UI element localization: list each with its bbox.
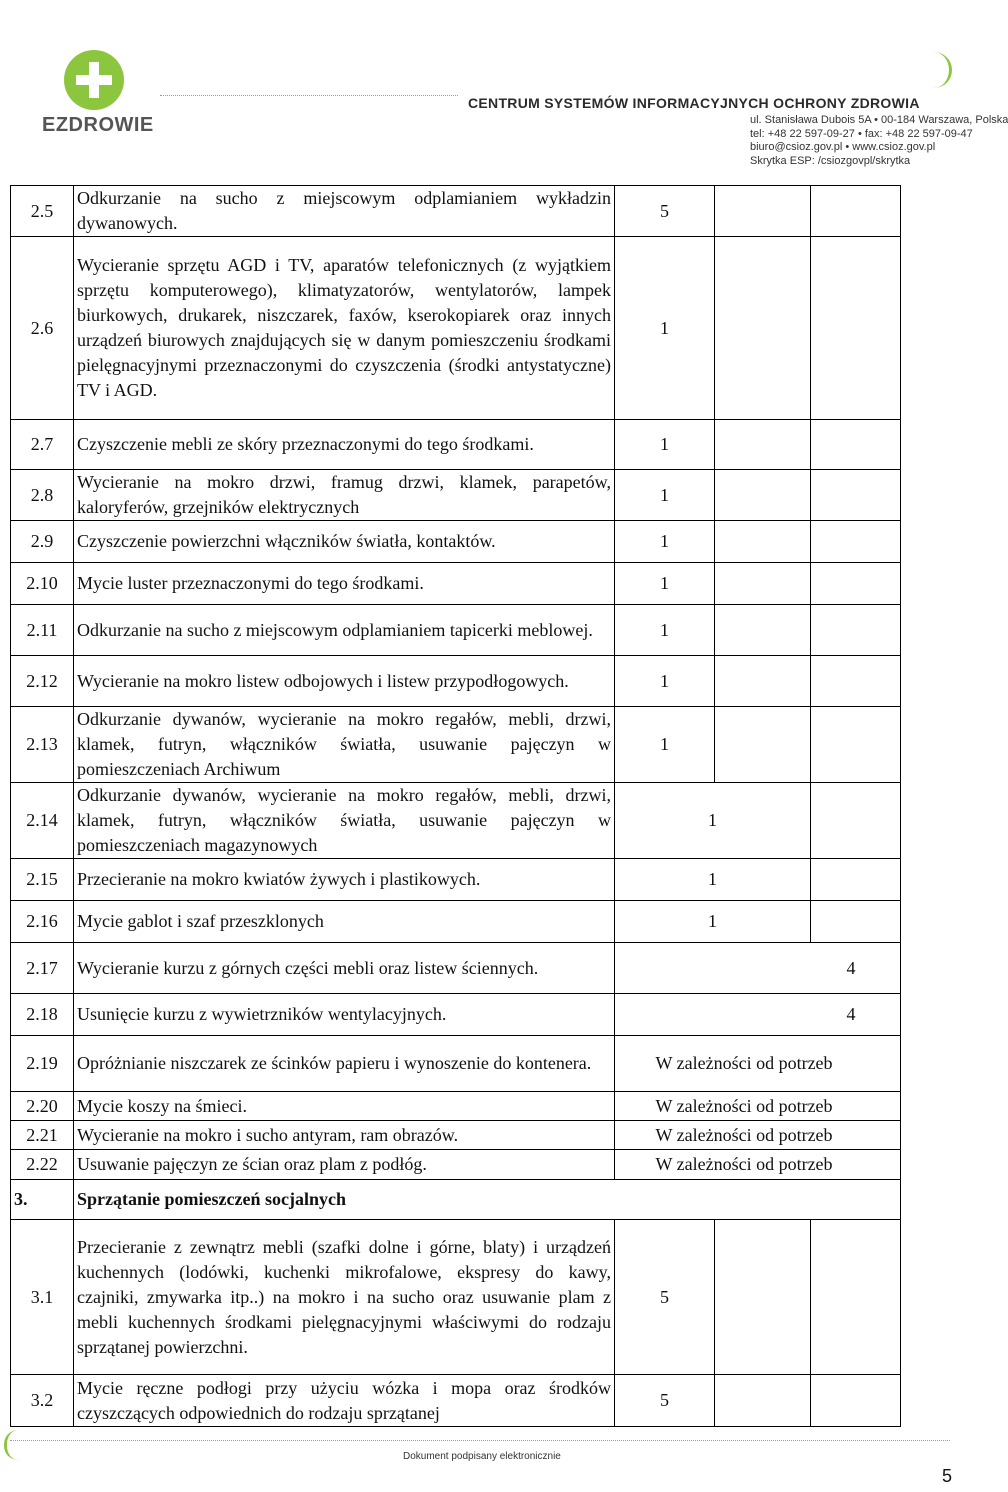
- row-number: 2.9: [11, 521, 74, 563]
- row-number: 2.22: [11, 1150, 74, 1180]
- address-line: tel: +48 22 597-09-27 • fax: +48 22 597-09-47: [750, 127, 973, 140]
- row-description: Odkurzanie na sucho z miejscowym odplamianiem tapicerki meblowej.: [74, 605, 615, 656]
- table-row: [11, 859, 901, 901]
- row-description: Wycieranie na mokro i sucho antyram, ram obrazów.: [74, 1121, 615, 1150]
- page-number: 5: [941, 1466, 952, 1486]
- empty-cell: [811, 1375, 901, 1427]
- row-number: 2.19: [11, 1036, 74, 1092]
- section-title: Sprzątanie pomieszczeń socjalnych: [74, 1180, 901, 1220]
- table-row: [11, 783, 901, 859]
- footer-divider: [10, 1440, 950, 1441]
- table-row: [11, 1150, 901, 1180]
- row-number: 2.18: [11, 994, 74, 1036]
- table-row: [11, 237, 901, 420]
- empty-cell: [715, 707, 811, 783]
- empty-cell: [811, 1220, 901, 1375]
- table-row: [11, 1375, 901, 1427]
- row-description: Usuwanie pajęczyn ze ścian oraz plam z podłóg.: [74, 1150, 615, 1180]
- row-description: Mycie luster przeznaczonymi do tego środkami.: [74, 563, 615, 605]
- table-row: [11, 420, 901, 470]
- footer-arc-decoration: [4, 1430, 21, 1460]
- empty-cell: [715, 1375, 811, 1427]
- row-description: Odkurzanie dywanów, wycieranie na mokro regałów, mebli, drzwi, klamek, futryn, włączników światła, usuwanie pajęczyn w pomieszczeniach magazynowych: [74, 783, 615, 859]
- address-line: ul. Stanisława Dubois 5A • 00-184 Warszawa, Polska: [750, 114, 1008, 126]
- address-line: Skrytka ESP: /csiozgovpl/skrytka: [750, 154, 911, 167]
- row-number: 3.1: [11, 1220, 74, 1375]
- empty-cell: [811, 563, 901, 605]
- table-row: [11, 1220, 901, 1375]
- logo-text: EZDROWIE: [42, 114, 154, 136]
- table-row: [11, 563, 901, 605]
- row-description: Wycieranie sprzętu AGD i TV, aparatów telefonicznych (z wyjątkiem sprzętu komputerowego), klimatyzatorów, wentylatorów, lampek biurkowych, drukarek, niszczarek, faxów, kserokopiarek oraz innych urządzeń biurowych znajdujących się w danym pomieszczeniu środkami pielęgnacyjnymi przeznaczonymi do czyszczenia (środki antystatyczne) TV i AGD.: [74, 237, 615, 420]
- row-number: 2.11: [11, 605, 74, 656]
- row-description: Czyszczenie powierzchni włączników światła, kontaktów.: [74, 521, 615, 563]
- row-frequency: 1: [615, 420, 715, 470]
- table-row: [11, 1092, 901, 1121]
- empty-cell: [811, 901, 901, 943]
- empty-cell: [715, 237, 811, 420]
- row-frequency: 1: [615, 783, 811, 859]
- row-frequency: 1: [615, 707, 715, 783]
- row-frequency: W zależności od potrzeb: [615, 1036, 901, 1092]
- row-frequency: 5: [615, 1220, 715, 1375]
- row-number: 2.5: [11, 186, 74, 237]
- empty-cell: [715, 563, 811, 605]
- address-line: biuro@csioz.gov.pl • www.csioz.gov.pl: [750, 141, 936, 153]
- row-frequency: 1: [615, 859, 811, 901]
- logo-cross-bar: [76, 75, 112, 85]
- empty-cell: [811, 859, 901, 901]
- row-frequency: 1: [615, 237, 715, 420]
- empty-cell: [811, 237, 901, 420]
- row-number: 2.14: [11, 783, 74, 859]
- table-row: [11, 1121, 901, 1150]
- row-description: Wycieranie na mokro drzwi, framug drzwi, klamek, parapetów, kaloryferów, grzejników elektrycznych: [74, 470, 615, 521]
- organization-address: [750, 114, 1008, 168]
- row-frequency: W zależności od potrzeb: [615, 1121, 901, 1150]
- row-description: Przecieranie z zewnątrz mebli (szafki dolne i górne, blaty) i urządzeń kuchennych (lodówki, kuchenki mikrofalowe, ekspresy do kawy, czajniki, zmywarka itp..) na mokro i na sucho oraz usuwanie plam z mebli kuchennych środkami pielęgnacyjnymi właściwymi do rodzaju sprzątanej powierzchni.: [74, 1220, 615, 1375]
- table-row: [11, 186, 901, 237]
- row-frequency: 4: [615, 994, 901, 1036]
- row-description: Odkurzanie dywanów, wycieranie na mokro regałów, mebli, drzwi, klamek, futryn, włączników światła, usuwanie pajęczyn w pomieszczeniach Archiwum: [74, 707, 615, 783]
- row-description: Mycie gablot i szaf przeszklonych: [74, 901, 615, 943]
- table-row: [11, 901, 901, 943]
- empty-cell: [811, 783, 901, 859]
- table-row: [11, 707, 901, 783]
- row-frequency: 1: [615, 605, 715, 656]
- empty-cell: [811, 707, 901, 783]
- table-row: [11, 521, 901, 563]
- row-number: 2.16: [11, 901, 74, 943]
- empty-cell: [811, 186, 901, 237]
- row-frequency: W zależności od potrzeb: [615, 1150, 901, 1180]
- empty-cell: [715, 521, 811, 563]
- empty-cell: [811, 605, 901, 656]
- row-number: 2.10: [11, 563, 74, 605]
- row-number: 2.17: [11, 943, 74, 994]
- empty-cell: [715, 1220, 811, 1375]
- empty-cell: [811, 521, 901, 563]
- table-row: [11, 943, 901, 994]
- table-row: [11, 470, 901, 521]
- empty-cell: [715, 470, 811, 521]
- organization-name: CENTRUM SYSTEMÓW INFORMACYJNYCH OCHRONY ZDROWIA: [468, 95, 920, 111]
- table-row: [11, 656, 901, 707]
- row-description: Mycie ręczne podłogi przy użyciu wózka i mopa oraz środków czyszczących odpowiednich do rodzaju sprzątanej: [74, 1375, 615, 1427]
- section-header-row: [11, 1180, 901, 1220]
- row-number: 2.7: [11, 420, 74, 470]
- header-divider: [160, 95, 458, 96]
- section-number: 3.: [11, 1180, 74, 1220]
- row-frequency: 1: [615, 521, 715, 563]
- row-description: Przecieranie na mokro kwiatów żywych i plastikowych.: [74, 859, 615, 901]
- empty-cell: [715, 186, 811, 237]
- empty-cell: [811, 656, 901, 707]
- row-frequency: W zależności od potrzeb: [615, 1092, 901, 1121]
- row-description: Usunięcie kurzu z wywietrzników wentylacyjnych.: [74, 994, 615, 1036]
- empty-cell: [715, 656, 811, 707]
- row-frequency: 1: [615, 470, 715, 521]
- row-frequency: 5: [615, 186, 715, 237]
- table-row: [11, 1036, 901, 1092]
- row-number: 2.8: [11, 470, 74, 521]
- signed-document-note: Dokument podpisany elektronicznie: [403, 1451, 561, 1462]
- row-frequency: 1: [615, 656, 715, 707]
- row-number: 2.13: [11, 707, 74, 783]
- row-number: 2.20: [11, 1092, 74, 1121]
- row-frequency: 1: [615, 563, 715, 605]
- row-number: 3.2: [11, 1375, 74, 1427]
- header-arc-decoration: [929, 52, 952, 88]
- row-description: Opróżnianie niszczarek ze ścinków papieru i wynoszenie do kontenera.: [74, 1036, 615, 1092]
- table-row: [11, 605, 901, 656]
- row-number: 2.12: [11, 656, 74, 707]
- row-description: Czyszczenie mebli ze skóry przeznaczonymi do tego środkami.: [74, 420, 615, 470]
- empty-cell: [715, 605, 811, 656]
- row-number: 2.15: [11, 859, 74, 901]
- row-description: Wycieranie kurzu z górnych części mebli oraz listew ściennych.: [74, 943, 615, 994]
- row-description: Mycie koszy na śmieci.: [74, 1092, 615, 1121]
- ezdrowie-logo: [28, 38, 158, 168]
- table-row: [11, 994, 901, 1036]
- cleaning-schedule-table: [10, 185, 901, 1427]
- row-description: Wycieranie na mokro listew odbojowych i listew przypodłogowych.: [74, 656, 615, 707]
- empty-cell: [715, 420, 811, 470]
- row-number: 2.6: [11, 237, 74, 420]
- row-number: 2.21: [11, 1121, 74, 1150]
- row-description: Odkurzanie na sucho z miejscowym odplamianiem wykładzin dywanowych.: [74, 186, 615, 237]
- row-frequency: 4: [615, 943, 901, 994]
- row-frequency: 1: [615, 901, 811, 943]
- row-frequency: 5: [615, 1375, 715, 1427]
- empty-cell: [811, 470, 901, 521]
- empty-cell: [811, 420, 901, 470]
